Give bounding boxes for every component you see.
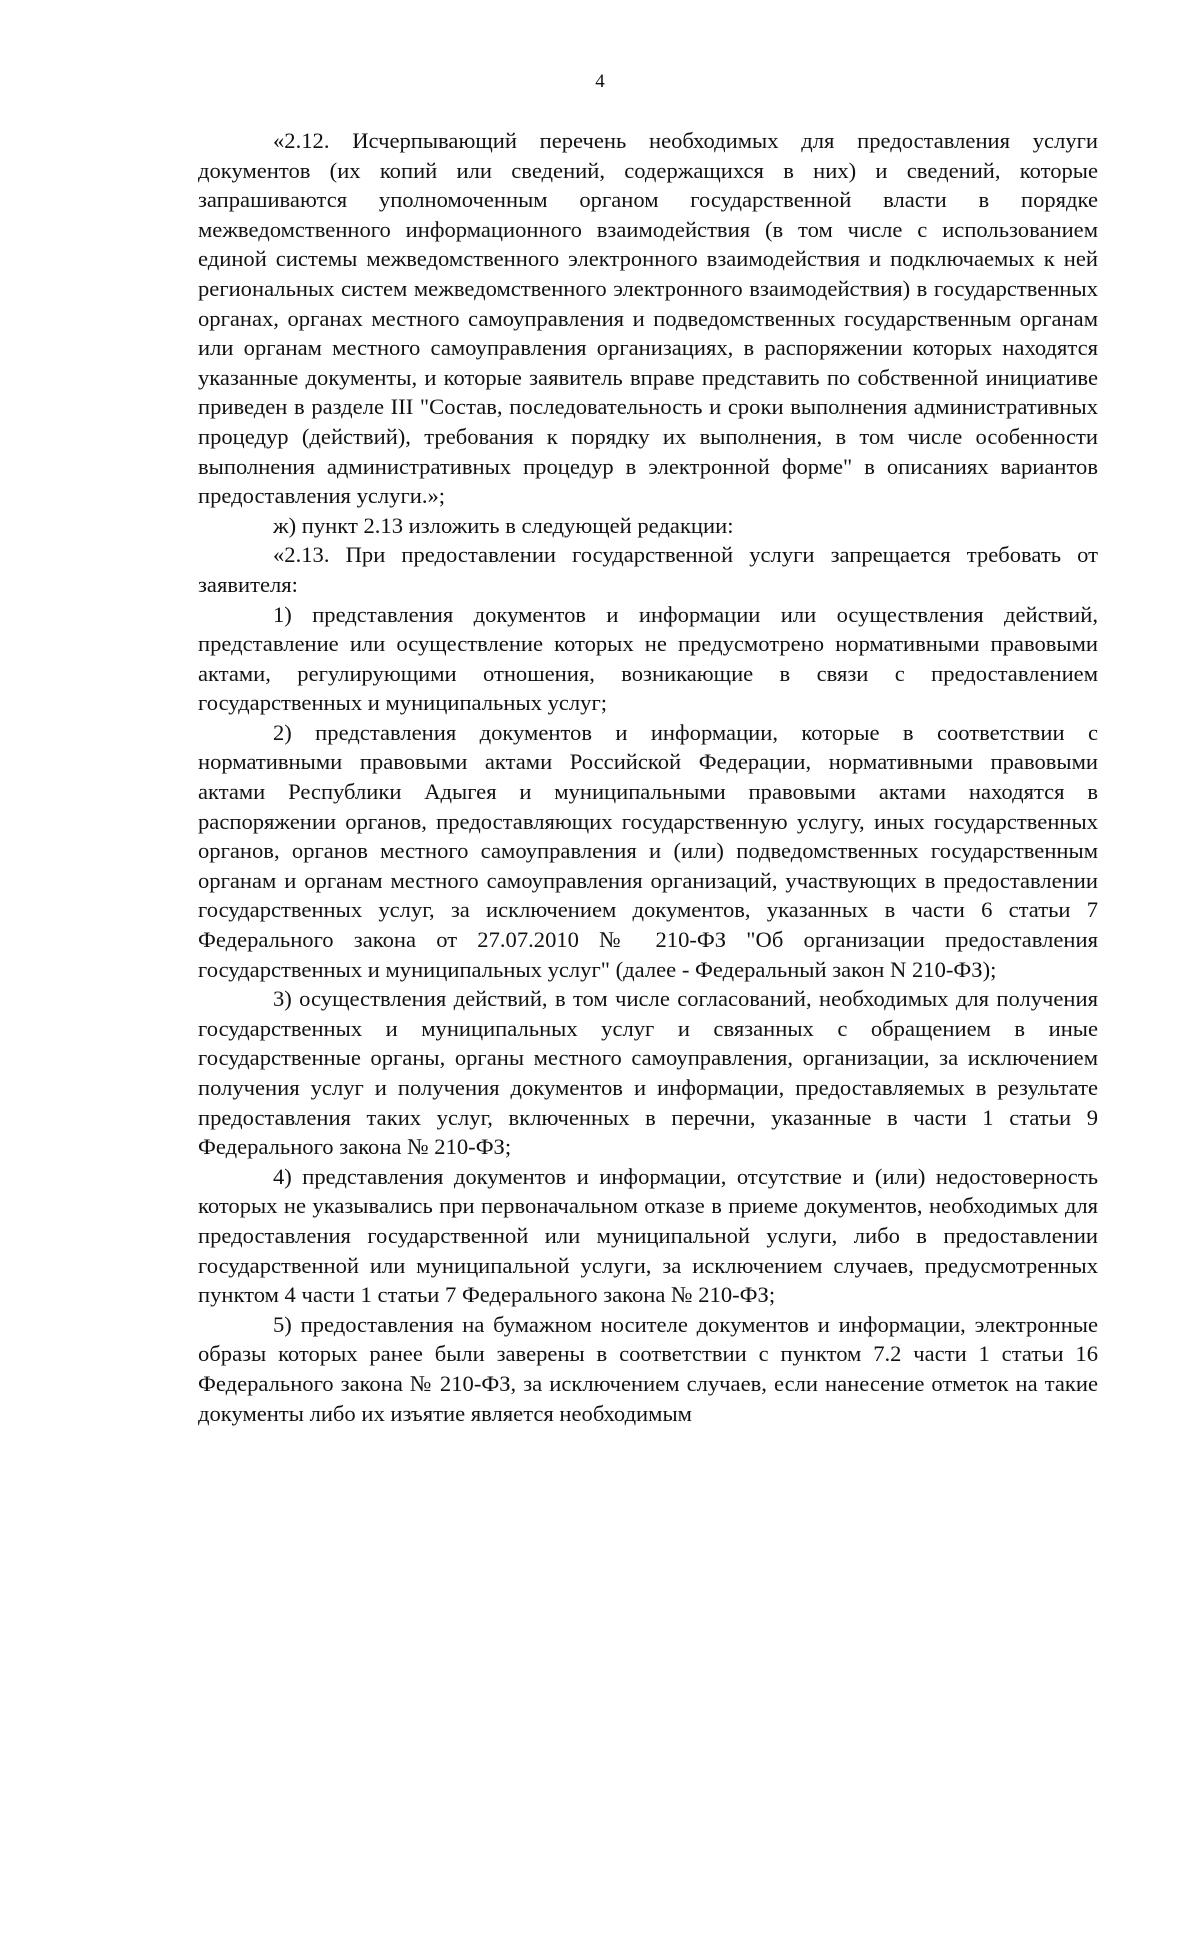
paragraph-2-13-intro: «2.13. При предоставлении государственной услуги запрещается требовать от заявителя: [198,542,1098,597]
list-item-2: 2) представления документов и информации, которые в соответствии с нормативными правовыми актами Российской Федерации, нормативными правовыми актами Республики Адыгея и муниципальными правовыми актами находятся в распоряжении органов, предоставляющих государственную услугу, иных государственных органов, органов местного самоуправления и (или) подведомственных государственным органам и органам местного самоуправления организаций, участвующих в предоставлении государственных услуг, за исключением документов, указанных в части 6 статьи 7 Федерального закона от 27.07.2010 № 210-ФЗ "Об организации предоставления государственных и муниципальных услуг" (далее - Федеральный закон N 210-ФЗ); [198,719,1098,982]
list-item-4: 4) представления документов и информации, отсутствие и (или) недостоверность которых не указывались при первоначальном отказе в приеме документов, необходимых для предоставления государственной или муниципальной услуги, либо в предоставлении государственной или муниципальной услуги, за исключением случаев, предусмотренных пунктом 4 части 1 статьи 7 Федерального закона № 210-ФЗ; [198,1163,1098,1308]
paragraph-2-12: «2.12. Исчерпывающий перечень необходимых для предоставления услуги документов (их копий или сведений, содержащихся в них) и сведений, которые запрашиваются уполномоченным органом государственной власти в порядке межведомственного информационного взаимодействия (в том числе с использованием единой системы межведомственного электронного взаимодействия и подключаемых к ней региональных систем межведомственного электронного взаимодействия) в государственных органах, органах местного самоуправления и подведомственных государственным органам или органам местного самоуправления организациях, в распоряжении которых находятся указанные документы, и которые заявитель вправе представить по собственной инициативе приведен в разделе III "Состав, последовательность и сроки выполнения административных процедур (действий), требования к порядку их выполнения, в том числе особенности выполнения административных процедур в электронной форме" в описаниях вариантов предоставления услуги.»; [198,128,1098,509]
document-body [198,126,1098,1428]
page-number: 4 [595,71,605,92]
paragraph-amendment-zh: ж) пункт 2.13 изложить в следующей редакции: [273,512,734,538]
list-item-5: 5) предоставления на бумажном носителе документов и информации, электронные образы которых ранее были заверены в соответствии с пунктом 7.2 части 1 статьи 16 Федерального закона № 210-ФЗ, за исключением случаев, если нанесение отметок на такие документы либо их изъятие является необходимым [198,1311,1098,1426]
list-item-3: 3) осуществления действий, в том числе согласований, необходимых для получения государственных и муниципальных услуг и связанных с обращением в иные государственные органы, органы местного самоуправления, организации, за исключением получения услуг и получения документов и информации, предоставляемых в результате предоставления таких услуг, включенных в перечни, указанные в части 1 статьи 9 Федерального закона № 210-ФЗ; [198,986,1098,1160]
list-item-1: 1) представления документов и информации или осуществления действий, представление или осуществление которых не предусмотрено нормативными правовыми актами, регулирующими отношения, возникающие в связи с предоставлением государственных и муниципальных услуг; [198,601,1098,716]
